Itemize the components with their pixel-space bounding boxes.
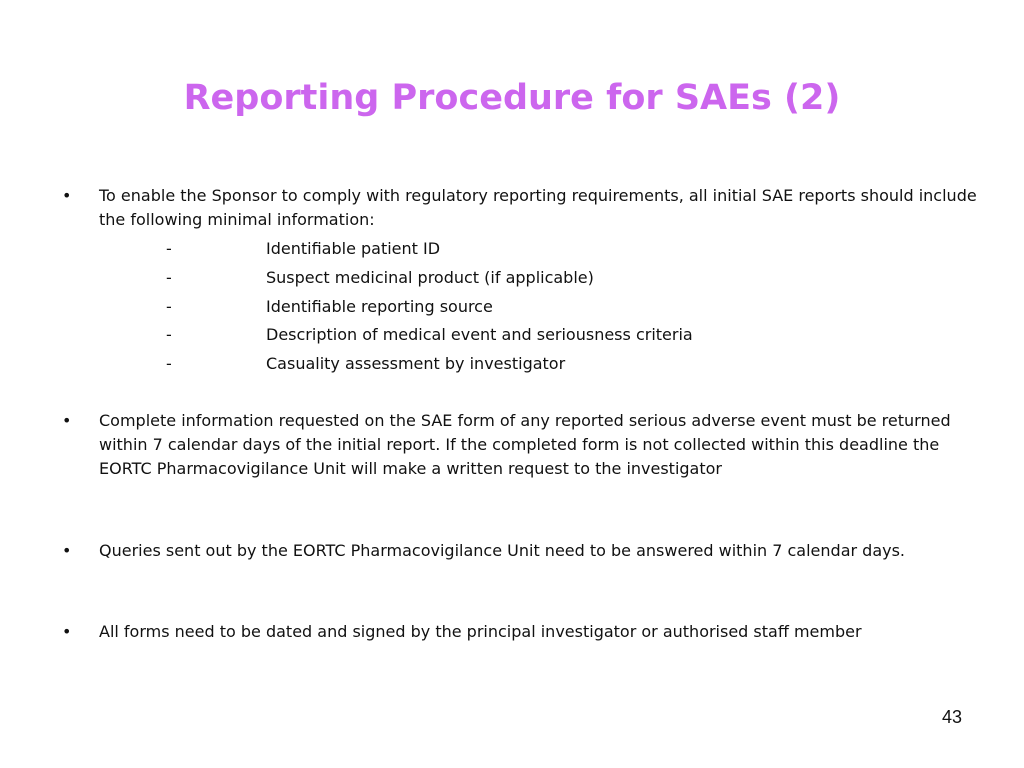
page-number: 43 — [941, 707, 962, 727]
dash-icon: - — [166, 297, 172, 316]
slide-title: Reporting Procedure for SAEs (2) — [183, 78, 841, 118]
dash-icon: - — [166, 268, 172, 287]
bullet-text: To enable the Sponsor to comply with regulatory reporting requirements, all initial SAE reports should include the following minimal information: — [99, 186, 977, 229]
sub-item-text: Suspect medicinal product (if applicable) — [266, 268, 594, 287]
bullet-icon: • — [62, 541, 72, 560]
sub-item-text: Identifiable patient ID — [266, 239, 441, 258]
sub-item-text: Casuality assessment by investigator — [266, 354, 566, 373]
bullet-icon: • — [62, 186, 72, 205]
bullet-text: All forms need to be dated and signed by the principal investigator or authorised staff member — [99, 622, 862, 641]
sub-item-text: Identifiable reporting source — [266, 297, 493, 316]
bullet-text: Queries sent out by the EORTC Pharmacovigilance Unit need to be answered within 7 calendar days. — [99, 541, 906, 560]
dash-icon: - — [166, 325, 172, 344]
sub-item-text: Description of medical event and seriousness criteria — [266, 325, 693, 344]
dash-icon: - — [166, 354, 172, 373]
dash-icon: - — [166, 239, 172, 258]
bullet-icon: • — [62, 411, 72, 430]
bullet-icon: • — [62, 622, 72, 641]
bullet-text: Complete information requested on the SAE form of any reported serious adverse event must be returned within 7 calendar days of the initial report. If the completed form is not collected within this deadline the EORTC Pharmacovigilance Unit will make a written request to the investigator — [99, 411, 951, 478]
